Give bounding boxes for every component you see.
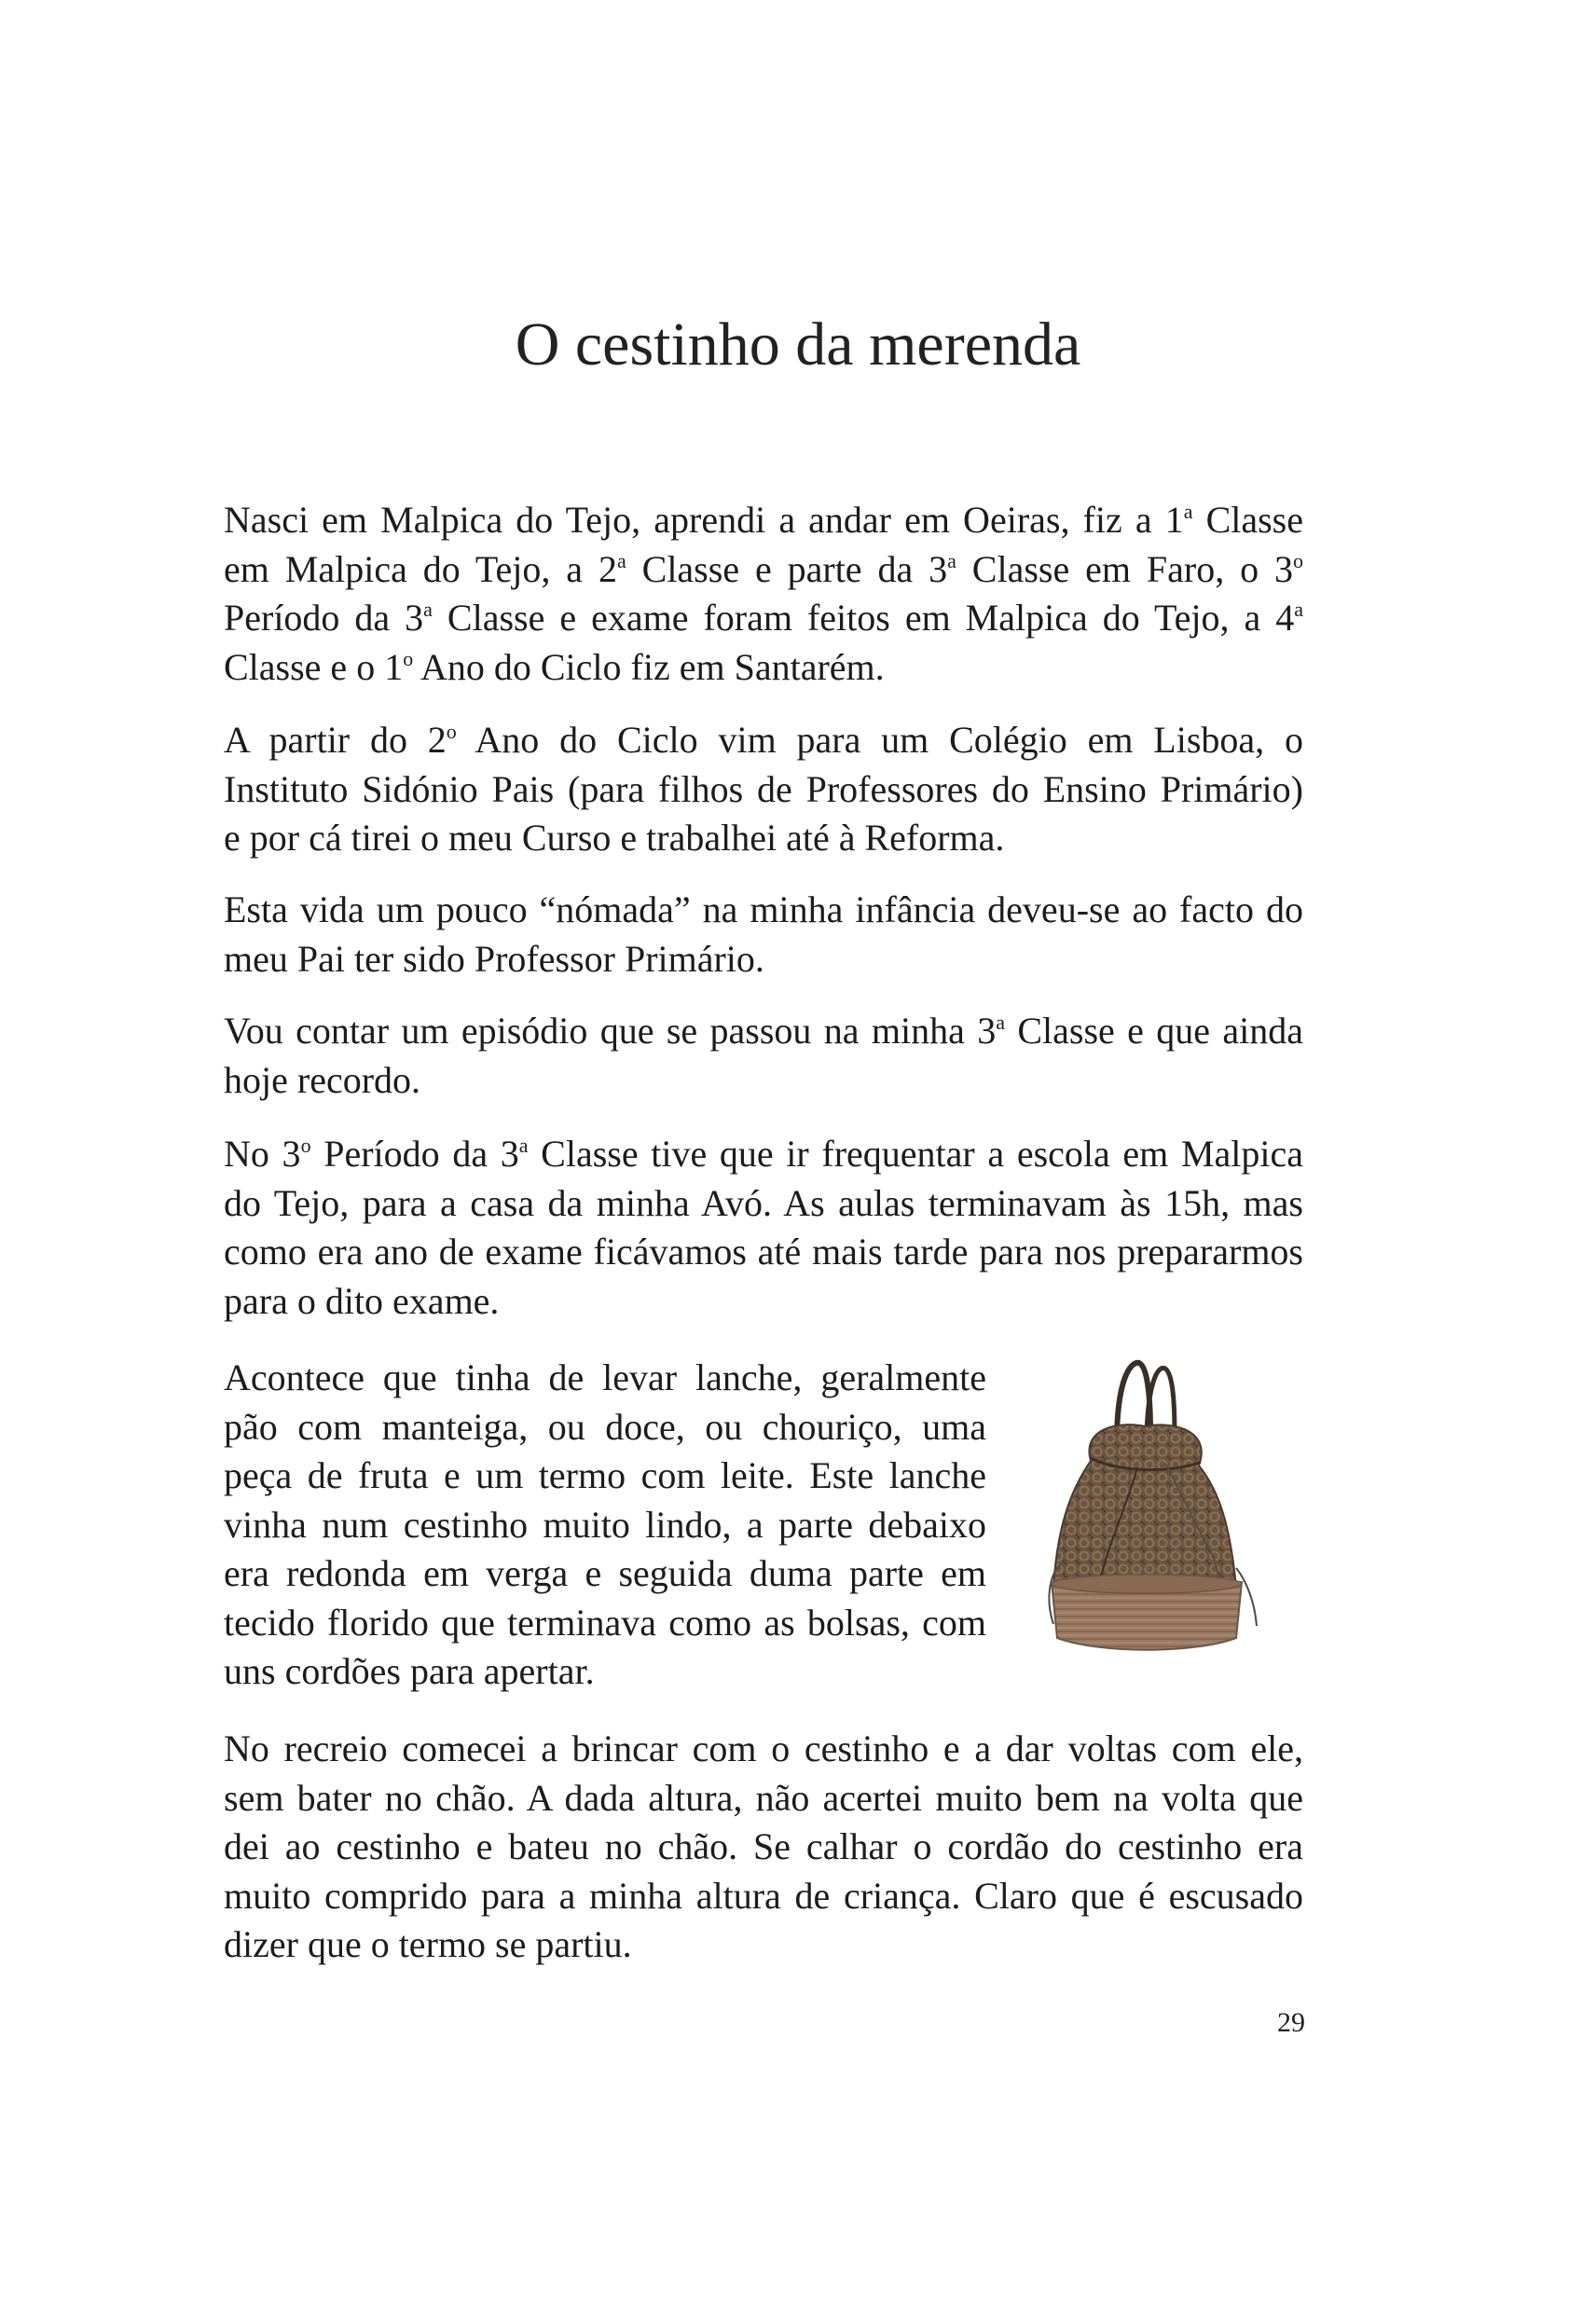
text-segment: No 3 <box>224 1133 301 1175</box>
text-segment: vinha num cestinho muito lindo, a parte debaixo <box>224 1503 986 1546</box>
text-line <box>224 594 1303 643</box>
text-segment: dei ao cestinho e bateu no chão. Se calhar o cordão do cestinho era <box>224 1825 1303 1867</box>
text-segment: para o dito exame. <box>224 1279 500 1322</box>
text-line <box>224 814 1303 863</box>
text-segment: Instituto Sidónio Pais (para filhos de Professores do Ensino Primário) <box>224 767 1303 810</box>
ordinal-superscript: a <box>616 548 626 572</box>
text-line <box>224 1920 1303 1970</box>
text-segment: Classe e exame foram feitos em Malpica do Tejo, a 4 <box>432 597 1295 639</box>
text-line <box>224 1647 986 1697</box>
paragraph <box>224 1130 1303 1326</box>
text-segment: e por cá tirei o meu Curso e trabalhei até à Reforma. <box>224 817 1005 859</box>
paragraph <box>224 716 1303 863</box>
text-line <box>224 1130 1303 1179</box>
text-segment: pão com manteiga, ou doce, ou chouriço, uma <box>224 1405 986 1448</box>
text-segment: Classe em Faro, o 3 <box>956 547 1294 590</box>
text-segment: peça de fruta e um termo com leite. Este lanche <box>224 1454 986 1496</box>
text-line <box>224 716 1303 765</box>
ordinal-superscript: a <box>996 1011 1006 1034</box>
ordinal-superscript: o <box>446 720 457 743</box>
text-segment: hoje recordo. <box>224 1058 421 1101</box>
text-line <box>224 496 1303 545</box>
ordinal-superscript: o <box>1293 548 1304 572</box>
text-segment: Esta vida um pouco “nómada” na minha infância deveu-se ao facto do <box>224 888 1303 930</box>
text-segment: Ano do Ciclo vim para um Colégio em Lisboa, o <box>456 719 1303 761</box>
text-segment: Classe <box>1192 499 1304 541</box>
text-line <box>224 1228 1303 1277</box>
text-line <box>224 1725 1303 1774</box>
ordinal-superscript: a <box>1183 500 1193 523</box>
text-segment: Acontece que tinha de levar lanche, geralmente <box>224 1356 986 1398</box>
text-line <box>224 1007 1303 1056</box>
text-segment: Nasci em Malpica do Tejo, aprendi a andar em Oeiras, fiz a 1 <box>224 499 1184 541</box>
text-segment: dizer que o termo se partiu. <box>224 1923 632 1965</box>
page-number: 29 <box>1277 2007 1305 2038</box>
text-segment: tecido florido que terminava como as bolsas, com <box>224 1601 986 1644</box>
text-line <box>224 1277 1303 1327</box>
text-line <box>224 1354 986 1403</box>
text-segment: Ano do Ciclo fiz em Santarém. <box>413 645 885 688</box>
basket-photo <box>1025 1354 1268 1661</box>
ordinal-superscript: o <box>403 646 414 670</box>
text-segment: Classe e parte da 3 <box>626 547 948 590</box>
text-segment: No recreio comecei a brincar com o cestinho e a dar voltas com ele, <box>224 1727 1303 1769</box>
paragraph <box>224 1725 1303 1970</box>
text-line <box>224 1599 986 1648</box>
text-line <box>224 1549 986 1599</box>
ordinal-superscript: a <box>518 1134 529 1157</box>
text-line <box>224 1823 1303 1872</box>
text-segment: muito comprido para a minha altura de criança. Claro que é escusado <box>224 1874 1303 1917</box>
text-line <box>224 545 1303 595</box>
text-segment: A partir do 2 <box>224 719 447 761</box>
text-line <box>224 1452 986 1501</box>
text-segment: Período da 3 <box>224 597 424 639</box>
ordinal-superscript: a <box>423 598 433 621</box>
text-segment: sem bater no chão. A dada altura, não acertei muito bem na volta que <box>224 1776 1303 1819</box>
text-line <box>224 1501 986 1550</box>
text-segment: era redonda em verga e seguida duma parte em <box>224 1552 986 1594</box>
paragraph <box>224 1007 1303 1105</box>
ordinal-superscript: o <box>300 1134 311 1157</box>
text-segment: uns cordões para apertar. <box>224 1650 595 1692</box>
text-segment: Classe e o 1 <box>224 645 404 688</box>
text-line <box>224 1179 1303 1229</box>
text-segment: em Malpica do Tejo, a 2 <box>224 547 617 590</box>
text-segment: Classe tive que ir frequentar a escola em Malpica <box>528 1133 1304 1175</box>
text-segment: Vou contar um episódio que se passou na minha 3 <box>224 1010 997 1052</box>
text-line <box>224 1403 986 1452</box>
text-segment: como era ano de exame ficávamos até mais tarde para nos prepararmos <box>224 1231 1303 1273</box>
text-segment: Classe e que ainda <box>1005 1010 1304 1052</box>
text-segment: meu Pai ter sido Professor Primário. <box>224 937 764 980</box>
text-line <box>224 643 1303 693</box>
text-line <box>224 1872 1303 1921</box>
text-line <box>224 1774 1303 1823</box>
page-title: O cestinho da merenda <box>515 310 1081 378</box>
ordinal-superscript: a <box>947 548 956 572</box>
ordinal-superscript: a <box>1294 598 1303 621</box>
paragraph <box>224 1354 986 1697</box>
paragraph <box>224 886 1303 984</box>
text-segment: Período da 3 <box>310 1133 519 1175</box>
text-line <box>224 1056 1303 1106</box>
text-line <box>224 765 1303 815</box>
text-line <box>224 935 1303 984</box>
paragraph <box>224 496 1303 692</box>
text-segment: do Tejo, para a casa da minha Avó. As aulas terminavam às 15h, mas <box>224 1181 1303 1224</box>
text-line <box>224 886 1303 935</box>
